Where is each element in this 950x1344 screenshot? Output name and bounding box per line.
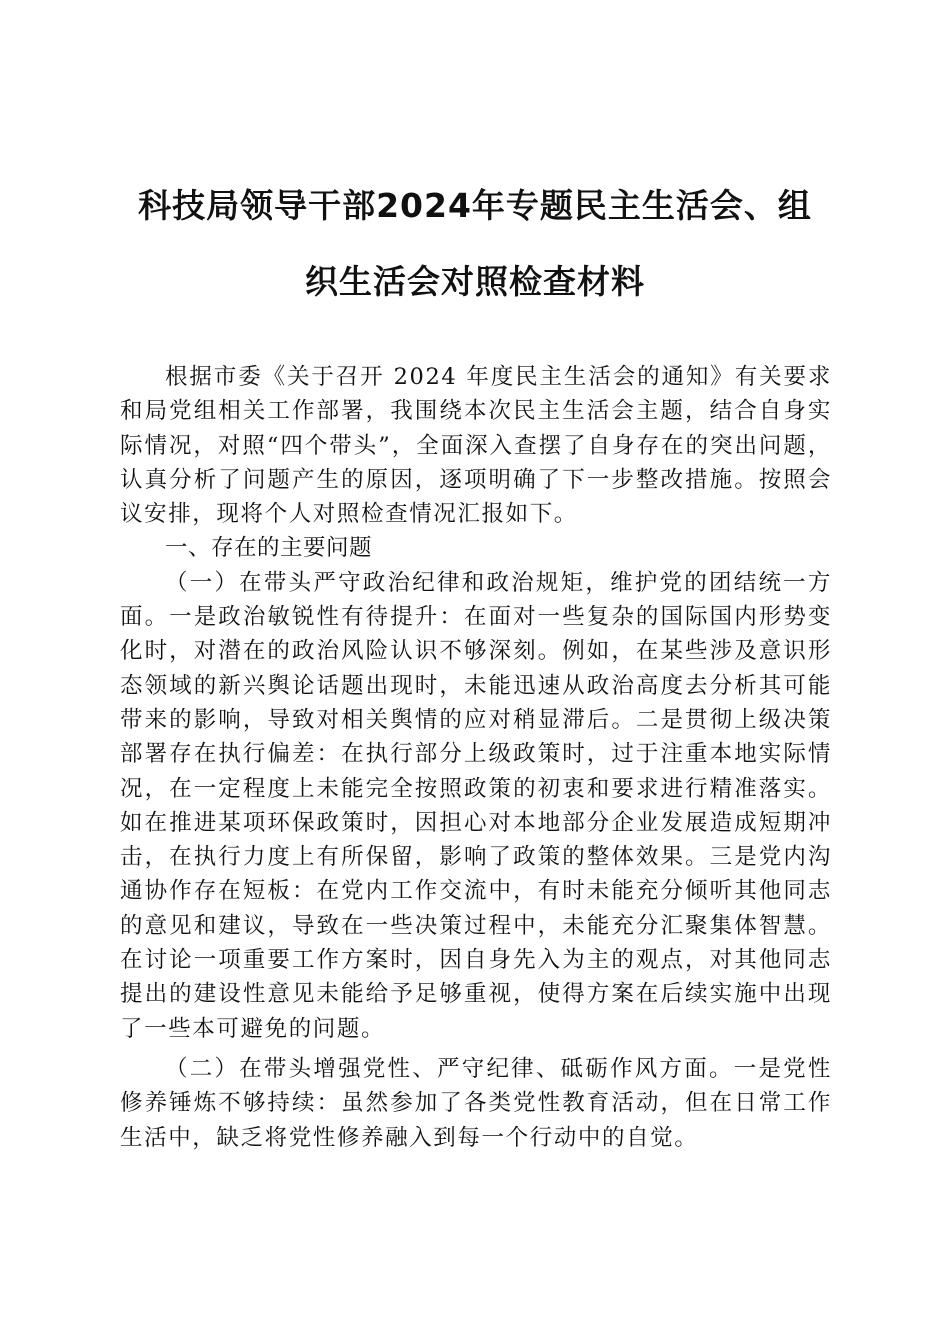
body-paragraph-2: （二）在带头增强党性、严守纪律、砥砺作风方面。一是党性修养锤炼不够持续：虽然参加了各类党性教育活动，但在日常工作生活中，缺乏将党性修养融入到每一个行动中的自觉。 [120,1055,832,1151]
intro-paragraph: 根据市委《关于召开 2024 年度民主生活会的通知》有关要求和局党组相关工作部署，我围绕本次民主生活会主题，结合自身实际情况，对照“四个带头”，全面深入查摆了自身存在的突出问题，认真分析了问题产生的原因，逐项明确了下一步整改措施。按照会议安排，现将个人对照检查情况汇报如下。 [120,364,832,528]
body-paragraph-1: （一）在带头严守政治纪律和政治规矩，维护党的团结统一方面。一是政治敏锐性有待提升：在面对一些复杂的国际国内形势变化时，对潜在的政治风险认识不够深刻。例如，在某些涉及意识形态领域的新兴舆论话题出现时，未能迅速从政治高度去分析其可能带来的影响，导致对相关舆情的应对稍显滞后。二是贯彻上级决策部署存在执行偏差：在执行部分上级政策时，过于注重本地实际情况，在一定程度上未能完全按照政策的初衷和要求进行精准落实。如在推进某项环保政策时，因担心对本地部分企业发展造成短期冲击，在执行力度上有所保留，影响了政策的整体效果。三是党内沟通协作存在短板：在党内工作交流中，有时未能充分倾听其他同志的意见和建议，导致在一些决策过程中，未能充分汇聚集体智慧。在讨论一项重要工作方案时，因自身先入为主的观点，对其他同志提出的建设性意见未能给予足够重视，使得方案在后续实施中出现了一些本可避免的问题。 [120,569,832,1042]
section-heading: 一、存在的主要问题 [165,535,373,562]
document-title [100,168,850,320]
title-line-1: 科技局领导干部2024年专题民主生活会、组 [138,186,812,225]
document-body [120,360,832,1155]
title-line-2: 织生活会对照检查材料 [305,262,645,301]
